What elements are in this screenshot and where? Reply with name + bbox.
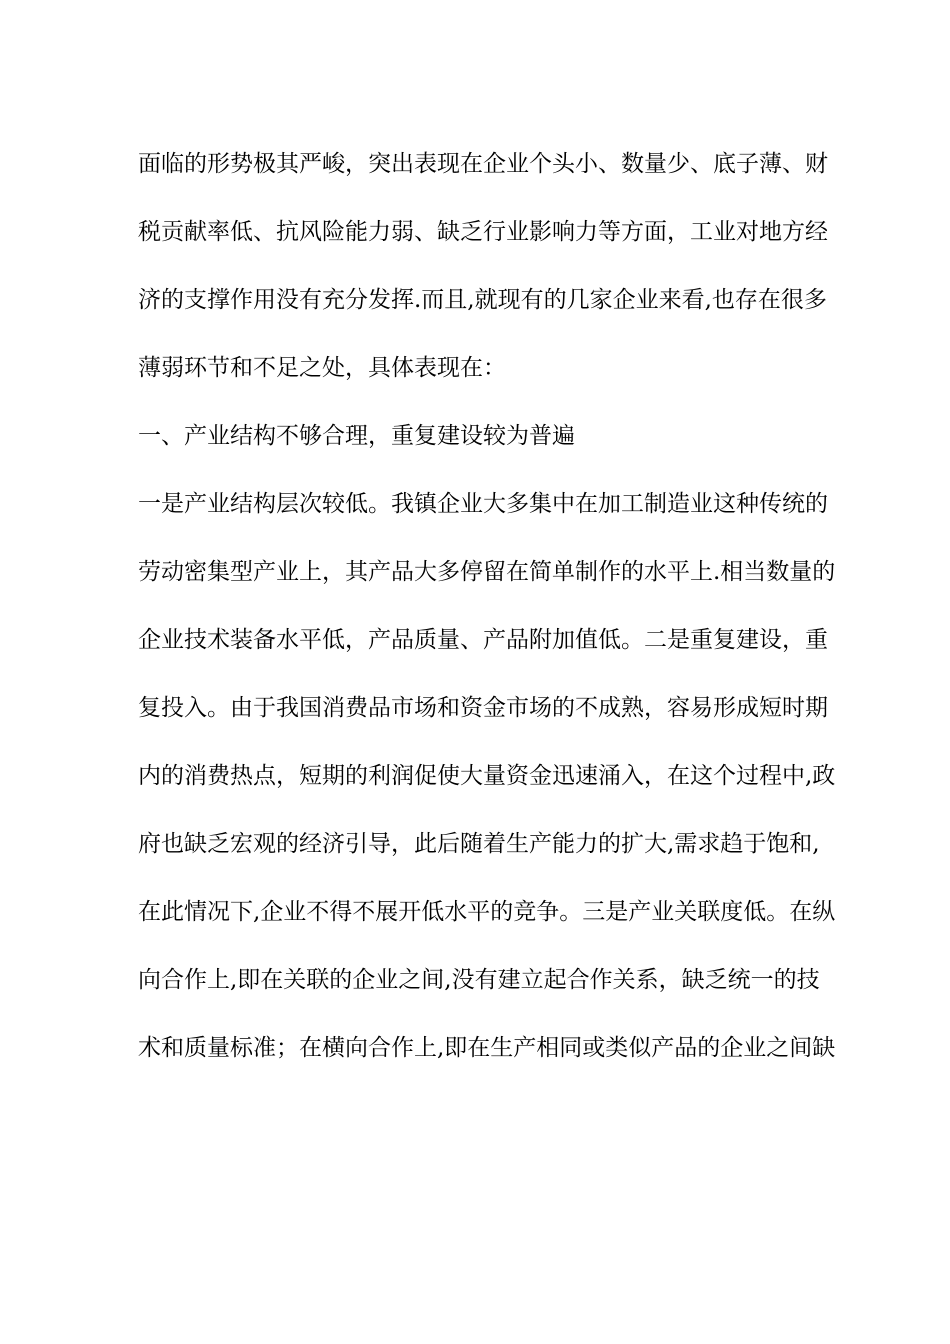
text-line: 企业技术装备水平低，产品质量、产品附加值低。二是重复建设，重	[138, 627, 828, 653]
text-line: 济的支撑作用没有充分发挥.而且,就现有的几家企业来看,也存在很多	[138, 287, 827, 313]
text-line: 一是产业结构层次较低。我镇企业大多集中在加工制造业这种传统的	[138, 491, 828, 517]
text-line: 面临的形势极其严峻，突出表现在企业个头小、数量少、底子薄、财	[138, 151, 828, 177]
text-line: 术和质量标准；在横向合作上,即在生产相同或类似产品的企业之间缺	[138, 1035, 836, 1061]
text-line: 向合作上,即在关联的企业之间,没有建立起合作关系，缺乏统一的技	[138, 967, 820, 993]
section-heading: 一、产业结构不够合理，重复建设较为普遍	[138, 423, 575, 449]
text-line: 在此情况下,企业不得不展开低水平的竞争。三是产业关联度低。在纵	[138, 899, 836, 925]
text-line: 税贡献率低、抗风险能力弱、缺乏行业影响力等方面，工业对地方经	[138, 219, 828, 245]
text-line: 复投入。由于我国消费品市场和资金市场的不成熟，容易形成短时期	[138, 695, 828, 721]
body-text	[138, 140, 836, 1092]
text-line: 劳动密集型产业上，其产品大多停留在简单制作的水平上.相当数量的	[138, 559, 836, 585]
text-line: 薄弱环节和不足之处，具体表现在：	[138, 355, 506, 381]
text-line: 府也缺乏宏观的经济引导，此后随着生产能力的扩大,需求趋于饱和,	[138, 831, 820, 857]
text-line: 内的消费热点，短期的利润促使大量资金迅速涌入，在这个过程中,政	[138, 763, 836, 789]
